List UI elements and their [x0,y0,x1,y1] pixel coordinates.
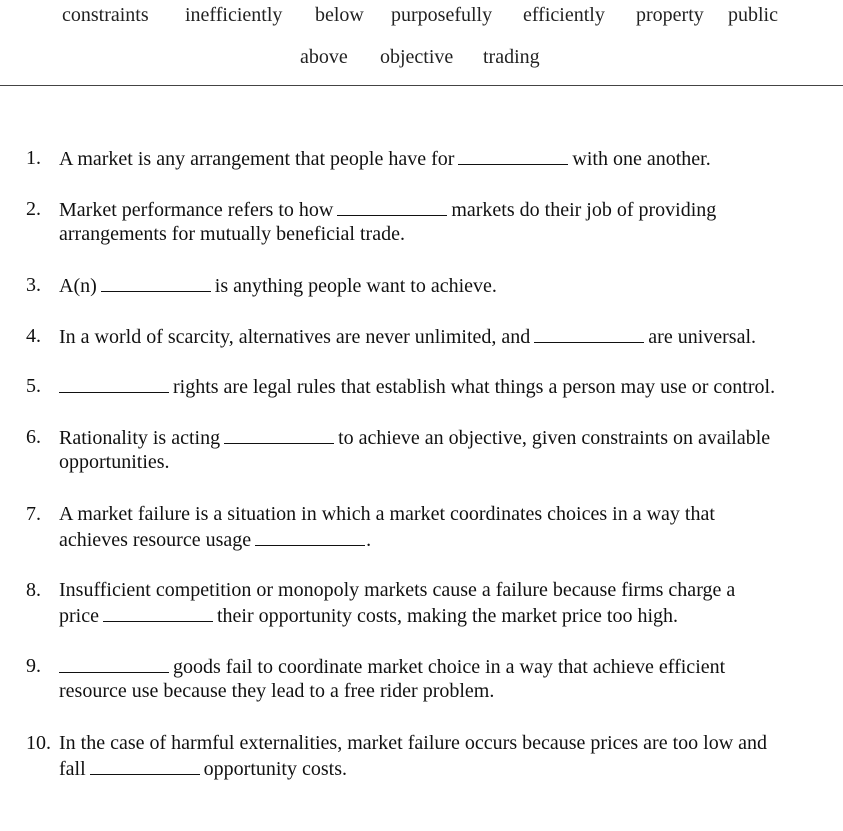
text-after-blank: markets do their job of providing [451,199,717,221]
answer-blank[interactable] [103,603,213,622]
text-before-blank: A(n) [59,275,97,297]
word-bank-item: public [728,4,778,26]
text-line-2: arrangements for mutually beneficial trade. [59,223,405,245]
answer-blank[interactable] [337,197,447,216]
text-before-blank: fall [59,758,86,780]
answer-blank[interactable] [255,527,365,546]
text-before-blank: achieves resource usage [59,529,252,551]
answer-blank[interactable] [458,146,568,165]
text-after-blank: their opportunity costs, making the market price too high. [216,605,678,627]
question-number: 6. [26,426,41,448]
text-after-blank: rights are legal rules that establish what things a person may use or control. [173,376,776,398]
question-number: 5. [26,375,41,397]
text-after-blank: opportunity costs. [203,758,347,780]
question-number: 1. [26,147,41,169]
word-bank-item: property [636,4,704,26]
answer-blank[interactable] [224,425,334,444]
question-number: 4. [26,325,41,347]
question-number: 8. [26,579,41,601]
word-bank-item: below [315,4,364,26]
answer-blank[interactable] [101,273,211,292]
word-bank-item: trading [483,46,540,68]
word-bank-item: constraints [62,4,149,26]
text-after-blank: . [366,529,372,551]
text-line-1: In the case of harmful externalities, market failure occurs because prices are too low and [59,732,768,754]
word-bank-item: efficiently [523,4,605,26]
question-number: 2. [26,198,41,220]
word-bank-item: above [300,46,348,68]
question-number: 9. [26,655,41,677]
text-line-2: resource use because they lead to a free rider problem. [59,680,495,702]
text-before-blank: Rationality is acting [59,427,221,449]
text-line-1: Insufficient competition or monopoly markets cause a failure because firms charge a [59,579,736,601]
text-after-blank: with one another. [572,148,711,170]
question-number: 7. [26,503,41,525]
word-bank-item: purposefully [391,4,493,26]
text-after-blank: to achieve an objective, given constraints on available [338,427,771,449]
question-number: 3. [26,274,41,296]
text-before-blank: price [59,605,99,627]
text-after-blank: goods fail to coordinate market choice in a way that achieve efficient [173,656,726,678]
text-after-blank: are universal. [648,326,757,348]
answer-blank[interactable] [59,654,169,673]
text-line-2: opportunities. [59,451,170,473]
word-bank [0,0,843,86]
word-bank-item: inefficiently [185,4,283,26]
question-number: 10. [26,732,51,754]
text-before-blank: Market performance refers to how [59,199,334,221]
text-after-blank: is anything people want to achieve. [214,275,497,297]
answer-blank[interactable] [59,374,169,393]
text-line-1: A market failure is a situation in which a market coordinates choices in a way that [59,503,715,525]
answer-blank[interactable] [90,756,200,775]
text-before-blank: A market is any arrangement that people have for [59,148,455,170]
word-bank-item: objective [380,46,454,68]
answer-blank[interactable] [534,324,644,343]
text-before-blank: In a world of scarcity, alternatives are never unlimited, and [59,326,531,348]
